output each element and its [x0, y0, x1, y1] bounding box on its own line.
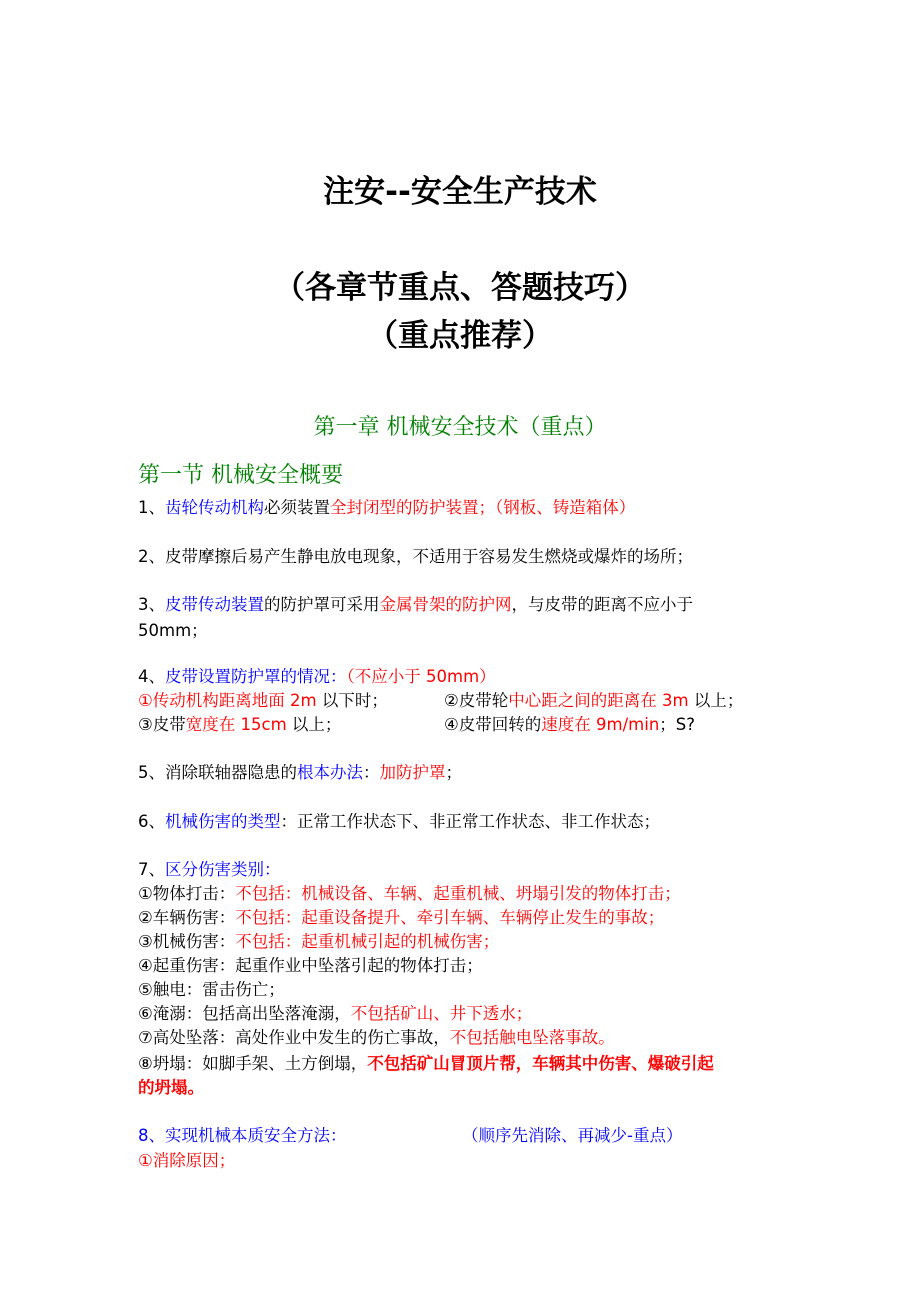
item-4-cond-1-text: 以下时；	[316, 691, 388, 710]
item-3	[138, 594, 693, 616]
item-6-subject: 机械伤害的类型	[165, 812, 281, 831]
item-7-line-8-continuation: 的坍塌。	[138, 1078, 204, 1097]
item-4-subject: 皮带设置防护罩的情况：	[165, 667, 347, 686]
item-7-line-1-hl: 不包括：机械设备、车辆、起重机械、坍塌引发的物体打击；	[235, 884, 681, 903]
item-7-line-7	[138, 1027, 615, 1049]
item-7-num: 7、	[138, 860, 165, 879]
item-7-line-7-hl: 不包括触电坠落事故。	[449, 1028, 615, 1047]
item-7-line-8	[138, 1053, 714, 1075]
item-1-highlight: 全封闭型的防护装置	[330, 498, 479, 517]
item-7-line-5: ⑤触电：雷击伤亡；	[138, 980, 285, 999]
item-8-sub-1: ①消除原因；	[138, 1151, 236, 1170]
item-5-subject: 根本办法	[297, 763, 363, 782]
item-5-colon: ：	[363, 763, 380, 782]
item-7-line-8-hl: 不包括矿山冒顶片帮，车辆其中伤害、爆破引起	[367, 1054, 714, 1073]
item-3-highlight: 金属骨架的防护网	[379, 595, 512, 614]
item-3-num: 3、	[138, 595, 165, 614]
chapter-heading: 第一章 机械安全技术（重点）	[313, 415, 607, 440]
item-6-text: ：正常工作状态下、非正常工作状态、非工作状态；	[280, 812, 660, 831]
item-7-line-1	[138, 883, 681, 905]
subtitle-1: （各章节重点、答题技巧）	[274, 270, 646, 306]
item-4-cond-4-hl: 速度在 9m/min	[541, 715, 660, 734]
item-7-line-6-hl: 不包括矿山、井下透水；	[350, 1004, 533, 1023]
item-7-line-8-text: ⑧坍塌：如脚手架、土方倒塌，	[138, 1054, 368, 1073]
item-4-cond-4-text: ④皮带回转的	[444, 715, 542, 734]
item-7-line-6-text: ⑥淹溺：包括高出坠落淹溺，	[138, 1004, 351, 1023]
item-1	[138, 497, 635, 519]
item-7-line-1-label: ①物体打击：	[138, 884, 236, 903]
item-6-num: 6、	[138, 812, 165, 831]
item-7-line-2-label: ②车辆伤害：	[138, 908, 236, 927]
item-5	[138, 762, 462, 784]
item-7-line-7-text: ⑦高处坠落：高处作业中发生的伤亡事故，	[138, 1028, 450, 1047]
item-4-cond-2-tail: 以上；	[688, 691, 744, 710]
item-7-subject: 区分伤害类别：	[165, 860, 281, 879]
item-3-subject: 皮带传动装置	[165, 595, 264, 614]
item-4-cond-2	[444, 690, 743, 712]
main-title: 注安--安全生产技术	[323, 174, 597, 210]
item-1-note: ；（钢板、铸造箱体）	[478, 498, 636, 517]
item-3-continuation: 50mm；	[138, 621, 208, 640]
item-7-line-3	[138, 931, 499, 953]
item-8-heading: 8、实现机械本质安全方法：	[138, 1126, 347, 1145]
item-7-line-2	[138, 907, 664, 929]
item-7-line-4: ④起重伤害：起重作业中坠落引起的物体打击；	[138, 956, 483, 975]
item-4-num: 4、	[138, 667, 165, 686]
item-3-text-2: ，与皮带的距离不应小于	[511, 595, 693, 614]
item-1-num: 1、	[138, 498, 165, 517]
item-4-cond-1-hl: ①传动机构距离地面 2m	[138, 691, 317, 710]
item-4-cond-1	[138, 690, 388, 712]
item-7-line-3-hl: 不包括：起重机械引起的机械伤害；	[235, 932, 500, 951]
subtitle-2: （重点推荐）	[367, 318, 553, 354]
item-5-end: ；	[445, 763, 462, 782]
item-7-line-3-label: ③机械伤害：	[138, 932, 236, 951]
item-1-text: 必须装置	[264, 498, 330, 517]
item-8-note: （顺序先消除、再减少-重点）	[462, 1126, 683, 1145]
item-6	[138, 811, 660, 833]
section-heading: 第一节 机械安全概要	[138, 463, 343, 488]
item-3-text: 的防护罩可采用	[264, 595, 380, 614]
item-7-line-2-hl: 不包括：起重设备提升、牵引车辆、车辆停止发生的事故；	[235, 908, 665, 927]
item-5-highlight: 加防护罩	[379, 763, 446, 782]
item-1-subject: 齿轮传动机构	[165, 498, 264, 517]
item-4-heading	[138, 666, 496, 688]
item-4-cond-3	[138, 714, 341, 736]
item-7-line-6	[138, 1003, 532, 1025]
item-4-cond-2-text: ②皮带轮	[444, 691, 509, 710]
item-7-heading	[138, 859, 281, 881]
item-2: 2、皮带摩擦后易产生静电放电现象，不适用于容易发生燃烧或爆炸的场所；	[138, 547, 693, 566]
item-4-cond-2-hl: 中心距之间的距离在 3m	[508, 691, 689, 710]
item-5-text: 5、消除联轴器隐患的	[138, 763, 297, 782]
item-4-cond-3-tail: 以上；	[286, 715, 342, 734]
item-4-cond-4	[444, 714, 695, 736]
item-4-cond-3-text: ③皮带	[138, 715, 186, 734]
item-4-cond-4-tail: ；S?	[659, 715, 696, 734]
item-4-note: （不应小于 50mm）	[346, 667, 496, 686]
item-4-cond-3-hl: 宽度在 15cm	[185, 715, 287, 734]
